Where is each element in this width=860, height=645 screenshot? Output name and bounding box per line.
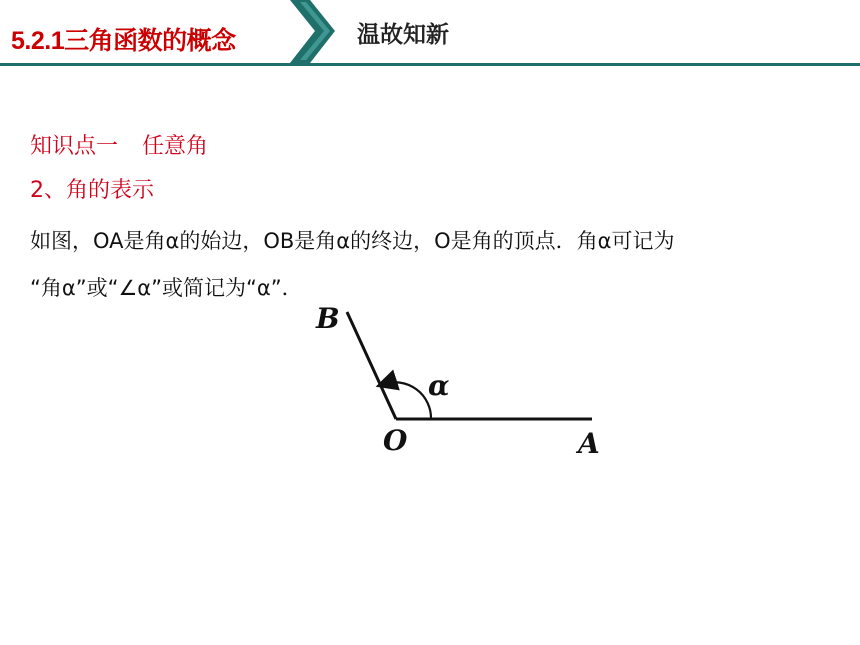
label-a: A (578, 427, 600, 460)
label-alpha: α (428, 369, 450, 402)
subheading: 2、角的表示 (30, 178, 154, 203)
label-b: B (316, 302, 340, 335)
slide-header (0, 0, 860, 68)
terminal-side-ob (347, 312, 396, 419)
slide-content (30, 130, 840, 312)
knowledge-point-title: 任意角 (142, 134, 209, 159)
knowledge-point-label: 知识点一 (30, 134, 119, 159)
paragraph-line-1: 如图，OA是角α的始边，OB是角α的终边，O是角的顶点．角α可记为 (30, 229, 675, 253)
paragraph-line-2: “角α”或“∠α”或简记为“α”． (30, 276, 303, 300)
section-title: 温故知新 (357, 22, 449, 48)
lesson-title: 5.2.1三角函数的概念 (11, 27, 236, 55)
angle-arc (384, 382, 431, 419)
knowledge-point-heading (30, 130, 840, 164)
label-o: O (383, 424, 408, 457)
angle-diagram (300, 300, 620, 470)
